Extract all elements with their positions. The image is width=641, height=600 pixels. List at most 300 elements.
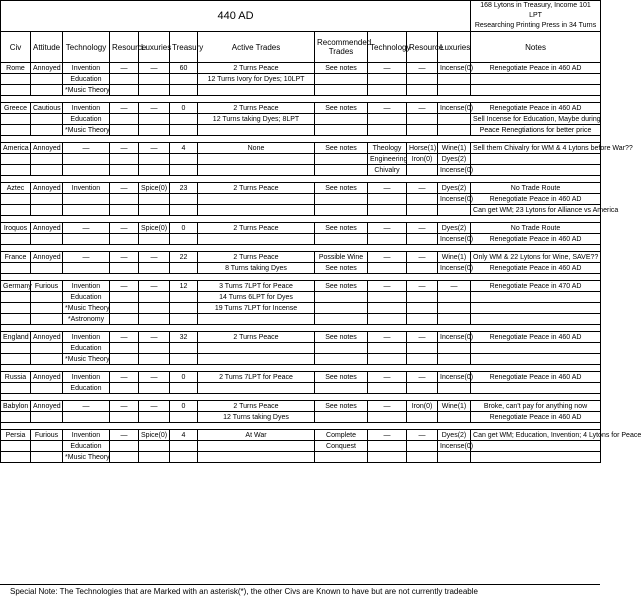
cell-rec-luxuries: Dyes(2) (438, 430, 471, 441)
cell-rec-technology (368, 263, 407, 274)
cell-active-trades: 2 Turns Peace (198, 63, 315, 74)
cell-rec-resource: — (407, 252, 438, 263)
cell-notes (471, 383, 601, 394)
table-row (1, 441, 601, 452)
cell-attitude (31, 194, 63, 205)
cell-technology: Invention (63, 430, 110, 441)
cell-technology: Invention (63, 183, 110, 194)
cell-luxuries (139, 205, 170, 216)
cell-civ: America (1, 143, 31, 154)
cell-luxuries (139, 354, 170, 365)
cell-luxuries: — (139, 332, 170, 343)
cell-attitude: Annoyed (31, 372, 63, 383)
table-row (1, 183, 601, 194)
spacer-row (1, 136, 601, 143)
header-luxuries: Luxuries (139, 32, 170, 63)
cell-technology: *Music Theory (63, 452, 110, 463)
cell-civ (1, 303, 31, 314)
cell-technology: Education (63, 343, 110, 354)
cell-rec-resource (407, 85, 438, 96)
treasury-info-cell (471, 1, 601, 32)
cell-resource (110, 74, 139, 85)
cell-luxuries (139, 114, 170, 125)
cell-resource (110, 343, 139, 354)
cell-resource (110, 441, 139, 452)
cell-treasury: 60 (170, 63, 198, 74)
cell-civ: Greece (1, 103, 31, 114)
cell-rec-technology: — (368, 281, 407, 292)
cell-rec-resource: — (407, 103, 438, 114)
cell-notes: Broke, can't pay for anything now (471, 401, 601, 412)
cell-active-trades: 19 Turns 7LPT for Incense (198, 303, 315, 314)
table-row (1, 125, 601, 136)
cell-rec-luxuries: Dyes(2) (438, 223, 471, 234)
cell-technology: Invention (63, 281, 110, 292)
cell-active-trades: 12 Turns taking Dyes (198, 412, 315, 423)
cell-luxuries (139, 74, 170, 85)
cell-attitude (31, 441, 63, 452)
cell-technology: Education (63, 74, 110, 85)
cell-notes: No Trade Route (471, 183, 601, 194)
cell-rec-resource: — (407, 430, 438, 441)
cell-notes: Renegotiate Peace in 460 AD (471, 412, 601, 423)
cell-civ (1, 354, 31, 365)
cell-rec-technology: Chivalry (368, 165, 407, 176)
cell-rec-luxuries (438, 303, 471, 314)
cell-recommended-trades: See notes (315, 63, 368, 74)
spacer-cell (1, 274, 601, 281)
spacer-row (1, 423, 601, 430)
cell-notes: Renegotiate Peace in 460 AD (471, 263, 601, 274)
spacer-row (1, 274, 601, 281)
cell-rec-resource (407, 383, 438, 394)
spacer-row (1, 325, 601, 332)
cell-rec-technology (368, 441, 407, 452)
cell-rec-resource (407, 234, 438, 245)
cell-resource: — (110, 223, 139, 234)
cell-rec-resource (407, 292, 438, 303)
cell-civ (1, 452, 31, 463)
cell-treasury: 12 (170, 281, 198, 292)
cell-treasury (170, 441, 198, 452)
cell-luxuries: — (139, 252, 170, 263)
cell-rec-technology: — (368, 430, 407, 441)
cell-resource (110, 354, 139, 365)
cell-rec-technology: — (368, 332, 407, 343)
cell-rec-technology (368, 343, 407, 354)
cell-notes (471, 165, 601, 176)
cell-recommended-trades (315, 452, 368, 463)
cell-technology: *Music Theory (63, 85, 110, 96)
spacer-cell (1, 176, 601, 183)
cell-rec-resource (407, 205, 438, 216)
cell-rec-technology (368, 452, 407, 463)
cell-active-trades (198, 125, 315, 136)
cell-technology (63, 234, 110, 245)
cell-rec-resource: Iron(0) (407, 401, 438, 412)
cell-rec-resource (407, 263, 438, 274)
table-row (1, 165, 601, 176)
cell-civ (1, 154, 31, 165)
table-row (1, 292, 601, 303)
cell-recommended-trades: Conquest (315, 441, 368, 452)
cell-attitude (31, 125, 63, 136)
header-recommended-trades: Recommended Trades (315, 32, 368, 63)
spacer-row (1, 96, 601, 103)
cell-resource: — (110, 281, 139, 292)
cell-attitude: Furious (31, 430, 63, 441)
cell-civ: Russia (1, 372, 31, 383)
cell-active-trades (198, 154, 315, 165)
cell-technology: Invention (63, 63, 110, 74)
cell-rec-luxuries: Incense(0) (438, 332, 471, 343)
cell-luxuries (139, 314, 170, 325)
cell-rec-resource: — (407, 281, 438, 292)
cell-rec-luxuries: — (438, 281, 471, 292)
cell-resource: — (110, 103, 139, 114)
cell-rec-resource: — (407, 63, 438, 74)
cell-active-trades (198, 205, 315, 216)
cell-recommended-trades: See notes (315, 143, 368, 154)
cell-resource: — (110, 332, 139, 343)
cell-rec-resource (407, 343, 438, 354)
cell-rec-luxuries: Incense(0) (438, 165, 471, 176)
cell-technology: Education (63, 383, 110, 394)
cell-civ: France (1, 252, 31, 263)
cell-attitude (31, 263, 63, 274)
spacer-row (1, 216, 601, 223)
cell-notes (471, 314, 601, 325)
cell-technology (63, 263, 110, 274)
spacer-cell (1, 245, 601, 252)
cell-rec-resource (407, 412, 438, 423)
cell-active-trades (198, 194, 315, 205)
cell-attitude (31, 383, 63, 394)
cell-notes: Renegotiate Peace in 460 AD (471, 372, 601, 383)
cell-rec-resource: — (407, 183, 438, 194)
cell-resource (110, 314, 139, 325)
table-row (1, 223, 601, 234)
cell-technology (63, 194, 110, 205)
cell-notes: Only WM & 22 Lytons for Wine, SAVE?? (471, 252, 601, 263)
cell-rec-luxuries (438, 74, 471, 85)
cell-civ (1, 343, 31, 354)
spacer-cell (1, 394, 601, 401)
cell-civ: Persia (1, 430, 31, 441)
spacer-row (1, 394, 601, 401)
cell-active-trades: 2 Turns Peace (198, 252, 315, 263)
cell-recommended-trades (315, 354, 368, 365)
cell-notes: Can get WM; Education, Invention; 4 Lytons for Peace (471, 430, 601, 441)
cell-rec-technology (368, 85, 407, 96)
cell-attitude (31, 412, 63, 423)
cell-attitude (31, 303, 63, 314)
cell-resource: — (110, 143, 139, 154)
cell-attitude (31, 354, 63, 365)
spacer-cell (1, 423, 601, 430)
cell-recommended-trades (315, 114, 368, 125)
cell-recommended-trades (315, 234, 368, 245)
cell-civ: Babylon (1, 401, 31, 412)
table-row (1, 452, 601, 463)
cell-technology: Invention (63, 332, 110, 343)
table-row (1, 194, 601, 205)
cell-rec-luxuries (438, 383, 471, 394)
cell-recommended-trades (315, 383, 368, 394)
cell-attitude: Annoyed (31, 252, 63, 263)
cell-treasury (170, 165, 198, 176)
cell-recommended-trades (315, 154, 368, 165)
cell-rec-technology: — (368, 372, 407, 383)
header-civ: Civ (1, 32, 31, 63)
cell-treasury (170, 114, 198, 125)
research-info: Researching Printing Press in 34 Turns (474, 22, 597, 29)
cell-technology: Invention (63, 372, 110, 383)
cell-rec-resource (407, 441, 438, 452)
cell-rec-luxuries (438, 452, 471, 463)
cell-rec-luxuries: Incense(0) (438, 372, 471, 383)
cell-rec-resource: Horse(1) (407, 143, 438, 154)
cell-notes (471, 343, 601, 354)
cell-civ: Iroquos (1, 223, 31, 234)
cell-active-trades: At War (198, 430, 315, 441)
table-row (1, 74, 601, 85)
header-attitude: Attitude (31, 32, 63, 63)
cell-notes: Renegotiate Peace in 460 AD (471, 194, 601, 205)
cell-attitude (31, 452, 63, 463)
cell-treasury (170, 354, 198, 365)
cell-civ (1, 263, 31, 274)
cell-technology (63, 205, 110, 216)
cell-active-trades: 12 Turns taking Dyes; 8LPT (198, 114, 315, 125)
page-title: 440 AD (1, 1, 471, 32)
cell-treasury: 23 (170, 183, 198, 194)
cell-active-trades: 2 Turns Peace (198, 332, 315, 343)
cell-civ (1, 165, 31, 176)
cell-active-trades: 2 Turns Peace (198, 401, 315, 412)
cell-treasury: 0 (170, 223, 198, 234)
cell-rec-luxuries: Incense(0) (438, 263, 471, 274)
cell-rec-technology (368, 412, 407, 423)
spacer-cell (1, 136, 601, 143)
cell-luxuries (139, 165, 170, 176)
cell-recommended-trades (315, 165, 368, 176)
cell-resource (110, 205, 139, 216)
cell-rec-resource (407, 125, 438, 136)
header-technology: Technology (63, 32, 110, 63)
cell-treasury: 0 (170, 103, 198, 114)
cell-recommended-trades (315, 292, 368, 303)
cell-attitude (31, 292, 63, 303)
cell-notes: Sell them Chivalry for WM & 4 Lytons before War?? (471, 143, 601, 154)
cell-notes (471, 154, 601, 165)
cell-active-trades (198, 452, 315, 463)
cell-rec-luxuries (438, 412, 471, 423)
header-rec-technology: Technology (368, 32, 407, 63)
cell-treasury: 0 (170, 372, 198, 383)
cell-recommended-trades (315, 314, 368, 325)
cell-notes: Renegotiate Peace in 460 AD (471, 63, 601, 74)
cell-resource: — (110, 430, 139, 441)
cell-technology: — (63, 401, 110, 412)
cell-rec-resource (407, 314, 438, 325)
table-row (1, 354, 601, 365)
cell-treasury: 22 (170, 252, 198, 263)
cell-notes (471, 452, 601, 463)
cell-technology (63, 165, 110, 176)
cell-treasury (170, 343, 198, 354)
spacer-cell (1, 216, 601, 223)
cell-rec-resource: Iron(0) (407, 154, 438, 165)
cell-rec-luxuries: Incense(0) (438, 234, 471, 245)
cell-active-trades: 14 Turns 6LPT for Dyes (198, 292, 315, 303)
cell-recommended-trades (315, 74, 368, 85)
cell-treasury (170, 412, 198, 423)
cell-rec-technology: — (368, 183, 407, 194)
cell-technology: *Music Theory (63, 125, 110, 136)
cell-active-trades: None (198, 143, 315, 154)
cell-luxuries (139, 85, 170, 96)
cell-civ: Germany (1, 281, 31, 292)
cell-recommended-trades: See notes (315, 401, 368, 412)
cell-attitude (31, 234, 63, 245)
cell-treasury (170, 194, 198, 205)
cell-luxuries: Spice(0) (139, 183, 170, 194)
cell-rec-technology (368, 114, 407, 125)
cell-active-trades: 2 Turns 7LPT for Peace (198, 372, 315, 383)
cell-attitude (31, 314, 63, 325)
table-row (1, 303, 601, 314)
cell-notes: Renegotiate Peace in 460 AD (471, 332, 601, 343)
treasury-info: 168 Lytons in Treasury, Income 101 LPT (480, 2, 591, 19)
header-resource: Resource (110, 32, 139, 63)
cell-resource (110, 194, 139, 205)
cell-resource: — (110, 252, 139, 263)
cell-rec-resource (407, 452, 438, 463)
cell-technology: Education (63, 441, 110, 452)
cell-attitude: Annoyed (31, 183, 63, 194)
cell-attitude (31, 343, 63, 354)
cell-attitude: Annoyed (31, 63, 63, 74)
cell-notes: Sell Incense for Education, Maybe during (471, 114, 601, 125)
cell-treasury (170, 292, 198, 303)
header-rec-resource: Resource (407, 32, 438, 63)
table-row (1, 412, 601, 423)
cell-active-trades (198, 85, 315, 96)
cell-resource: — (110, 372, 139, 383)
table-row (1, 372, 601, 383)
cell-civ (1, 412, 31, 423)
cell-civ: Aztec (1, 183, 31, 194)
cell-recommended-trades: See notes (315, 372, 368, 383)
cell-rec-luxuries (438, 114, 471, 125)
cell-civ (1, 314, 31, 325)
cell-treasury (170, 383, 198, 394)
cell-active-trades: 2 Turns Peace (198, 223, 315, 234)
table-row (1, 205, 601, 216)
cell-rec-luxuries: Wine(1) (438, 401, 471, 412)
cell-rec-luxuries (438, 292, 471, 303)
cell-technology: *Music Theory (63, 354, 110, 365)
cell-rec-technology (368, 125, 407, 136)
spacer-cell (1, 325, 601, 332)
table-row (1, 281, 601, 292)
cell-technology: — (63, 223, 110, 234)
cell-technology: Education (63, 292, 110, 303)
cell-notes (471, 441, 601, 452)
cell-civ (1, 205, 31, 216)
cell-rec-technology: — (368, 252, 407, 263)
cell-recommended-trades: Possible Wine (315, 252, 368, 263)
header-active-trades: Active Trades (198, 32, 315, 63)
spacer-cell (1, 96, 601, 103)
cell-active-trades (198, 354, 315, 365)
cell-resource (110, 263, 139, 274)
cell-technology: *Music Theory (63, 303, 110, 314)
cell-luxuries: — (139, 143, 170, 154)
header-treasury: Treasury (170, 32, 198, 63)
cell-civ (1, 85, 31, 96)
cell-attitude (31, 165, 63, 176)
table-row (1, 103, 601, 114)
cell-rec-technology: Theology (368, 143, 407, 154)
cell-resource (110, 125, 139, 136)
table-row (1, 343, 601, 354)
cell-luxuries: — (139, 63, 170, 74)
cell-resource (110, 85, 139, 96)
cell-active-trades (198, 441, 315, 452)
header-notes: Notes (471, 32, 601, 63)
cell-resource (110, 412, 139, 423)
cell-resource (110, 165, 139, 176)
cell-rec-resource (407, 165, 438, 176)
footnote: Special Note: The Technologies that are Marked with an asterisk(*), the other Civs are Known to have but are not currently tradeable (0, 584, 600, 600)
cell-luxuries: Spice(0) (139, 430, 170, 441)
cell-rec-luxuries (438, 205, 471, 216)
cell-rec-technology (368, 383, 407, 394)
cell-active-trades: 12 Turns Ivory for Dyes; 10LPT (198, 74, 315, 85)
cell-civ (1, 194, 31, 205)
header-row (1, 32, 601, 63)
cell-civ (1, 383, 31, 394)
cell-treasury: 32 (170, 332, 198, 343)
cell-luxuries (139, 441, 170, 452)
cell-attitude: Furious (31, 281, 63, 292)
cell-rec-resource: — (407, 223, 438, 234)
table-row (1, 63, 601, 74)
cell-treasury (170, 452, 198, 463)
cell-treasury (170, 74, 198, 85)
table-row (1, 114, 601, 125)
cell-treasury (170, 314, 198, 325)
cell-rec-luxuries: Wine(1) (438, 143, 471, 154)
cell-notes (471, 85, 601, 96)
cell-attitude: Annoyed (31, 143, 63, 154)
cell-notes: Can get WM; 23 Lytons for Alliance vs America (471, 205, 601, 216)
cell-treasury: 4 (170, 143, 198, 154)
cell-luxuries (139, 194, 170, 205)
cell-rec-resource (407, 354, 438, 365)
cell-treasury: 4 (170, 430, 198, 441)
cell-notes: Peace Renegtiations for better price (471, 125, 601, 136)
cell-rec-luxuries: Wine(1) (438, 252, 471, 263)
cell-civ (1, 114, 31, 125)
spacer-row (1, 365, 601, 372)
cell-rec-technology: Engineering (368, 154, 407, 165)
cell-luxuries: Spice(0) (139, 223, 170, 234)
cell-rec-technology: — (368, 223, 407, 234)
cell-rec-technology (368, 303, 407, 314)
